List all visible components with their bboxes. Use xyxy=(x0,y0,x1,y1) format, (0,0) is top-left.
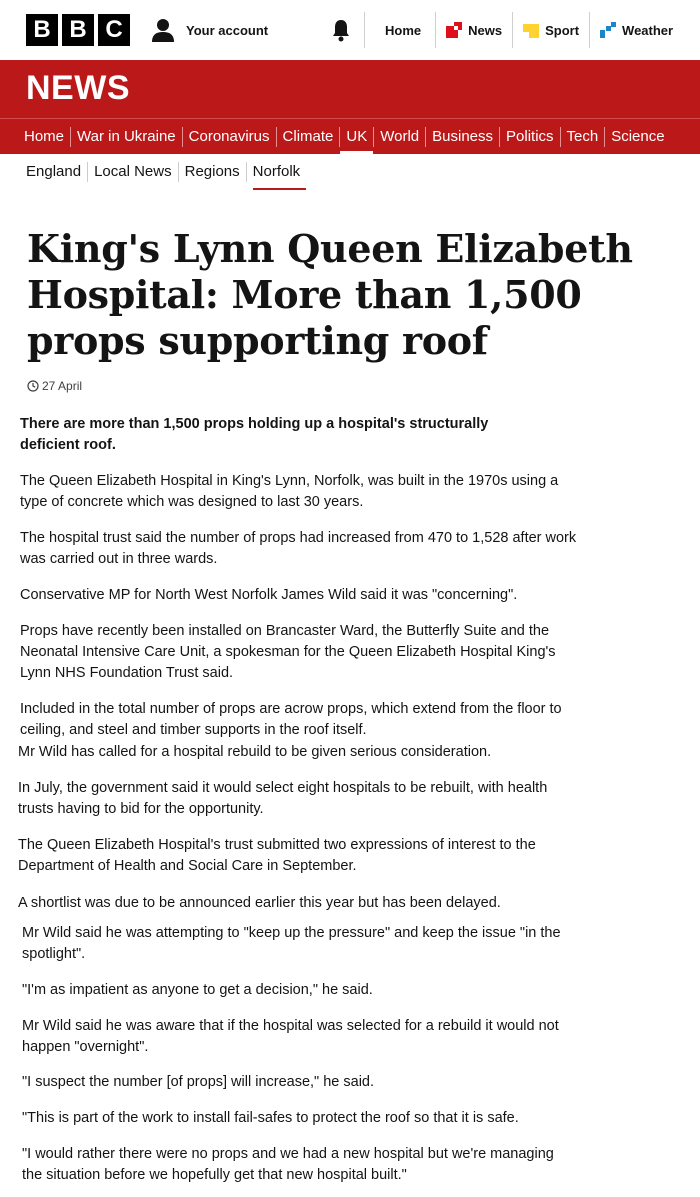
section-nav-home[interactable]: Home xyxy=(18,127,71,147)
article-paragraph: Mr Wild has called for a hospital rebuild to be given serious consideration. xyxy=(18,744,492,760)
section-nav-science[interactable]: Science xyxy=(611,127,665,145)
article-paragraph: "I suspect the number [of props] will increase," he said. xyxy=(22,1074,375,1090)
section-nav-uk[interactable]: UK xyxy=(340,127,374,147)
sub-nav-norfolk[interactable]: Norfolk xyxy=(247,162,307,182)
article-paragraph: The Queen Elizabeth Hospital's trust submitted two expressions of interest to the Department of Health and Social Care in September. xyxy=(18,837,536,874)
article-paragraph: "I'm as impatient as anyone to get a decision," he said. xyxy=(22,982,373,998)
bbc-top-nav xyxy=(365,12,683,48)
bbc-logo-letter: C xyxy=(98,14,130,46)
section-nav-climate[interactable]: Climate xyxy=(277,127,341,147)
article-date-text: 27 April xyxy=(42,379,83,393)
clock-icon xyxy=(27,380,39,392)
article-paragraph: The hospital trust said the number of props had increased from 470 to 1,528 after work was carried out in three wards. xyxy=(20,530,577,567)
top-nav-weather-label: Weather xyxy=(622,22,674,38)
article-paragraph: The Queen Elizabeth Hospital in King's Lynn, Norfolk, was built in the 1970s using a type of concrete which was designed to last 30 years. xyxy=(20,473,559,510)
section-nav xyxy=(0,118,700,154)
sub-nav-regions[interactable]: Regions xyxy=(179,162,247,182)
sub-nav-england[interactable]: England xyxy=(20,162,88,182)
section-nav-tech[interactable]: Tech xyxy=(561,127,606,147)
top-nav-sport[interactable] xyxy=(513,12,590,48)
news-wordmark[interactable]: NEWS xyxy=(26,69,130,107)
your-account-link[interactable] xyxy=(150,14,268,46)
bbc-logo-letter: B xyxy=(26,14,58,46)
news-icon xyxy=(446,22,462,38)
article-date xyxy=(27,379,82,393)
top-nav-weather[interactable] xyxy=(590,12,683,48)
section-nav-war-in-ukraine[interactable]: War in Ukraine xyxy=(71,127,183,147)
section-nav-coronavirus[interactable]: Coronavirus xyxy=(183,127,277,147)
top-nav-news-label: News xyxy=(468,22,503,38)
article-paragraph: "This is part of the work to install fail-safes to protect the roof so that it is safe. xyxy=(22,1110,519,1126)
section-nav-world[interactable]: World xyxy=(374,127,426,147)
article-headline: King's Lynn Queen Elizabeth Hospital: More than 1,500 props supporting roof xyxy=(27,226,633,363)
article-paragraph: Included in the total number of props are acrow props, which extend from the floor to ceiling, and steel and timber supports in the roof itself. xyxy=(20,701,562,738)
top-nav-sport-label: Sport xyxy=(545,22,580,38)
article-paragraph: "I would rather there were no props and we had a new hospital but we're managing the situation before we hopefully get that new hospital built." xyxy=(22,1146,554,1183)
article-paragraph: A shortlist was due to be announced earlier this year but has been delayed. xyxy=(18,895,501,911)
sport-icon xyxy=(523,22,539,38)
top-nav-home[interactable] xyxy=(365,12,436,48)
article-paragraph: Mr Wild said he was aware that if the hospital was selected for a rebuild it would not happen "overnight". xyxy=(22,1018,559,1055)
article-intro: There are more than 1,500 props holding up a hospital's structurally deficient roof. xyxy=(20,416,489,453)
top-nav-home-label: Home xyxy=(385,22,422,38)
bbc-logo-letter: B xyxy=(62,14,94,46)
bbc-logo[interactable] xyxy=(26,14,130,46)
sub-nav xyxy=(0,154,700,190)
sub-nav-local-news[interactable]: Local News xyxy=(88,162,179,182)
article-paragraph: Conservative MP for North West Norfolk James Wild said it was "concerning". xyxy=(20,587,518,603)
user-icon xyxy=(150,17,176,43)
news-masthead xyxy=(0,60,700,118)
bell-icon[interactable] xyxy=(329,18,353,42)
article-paragraph: Props have recently been installed on Brancaster Ward, the Butterfly Suite and the Neonatal Intensive Care Unit, a spokesman for the Queen Elizabeth Hospital King's Lynn NHS Foundation Trust said. xyxy=(20,623,556,681)
section-nav-business[interactable]: Business xyxy=(426,127,500,147)
top-nav-news[interactable] xyxy=(436,12,513,48)
account-label: Your account xyxy=(186,22,269,38)
article-paragraph: In July, the government said it would select eight hospitals to be rebuilt, with health trusts having to bid for the opportunity. xyxy=(18,780,548,817)
section-nav-politics[interactable]: Politics xyxy=(500,127,561,147)
article-paragraph: Mr Wild said he was attempting to "keep up the pressure" and keep the issue "in the spotlight". xyxy=(22,925,561,962)
bbc-top-bar xyxy=(0,0,700,60)
weather-icon xyxy=(600,22,616,38)
